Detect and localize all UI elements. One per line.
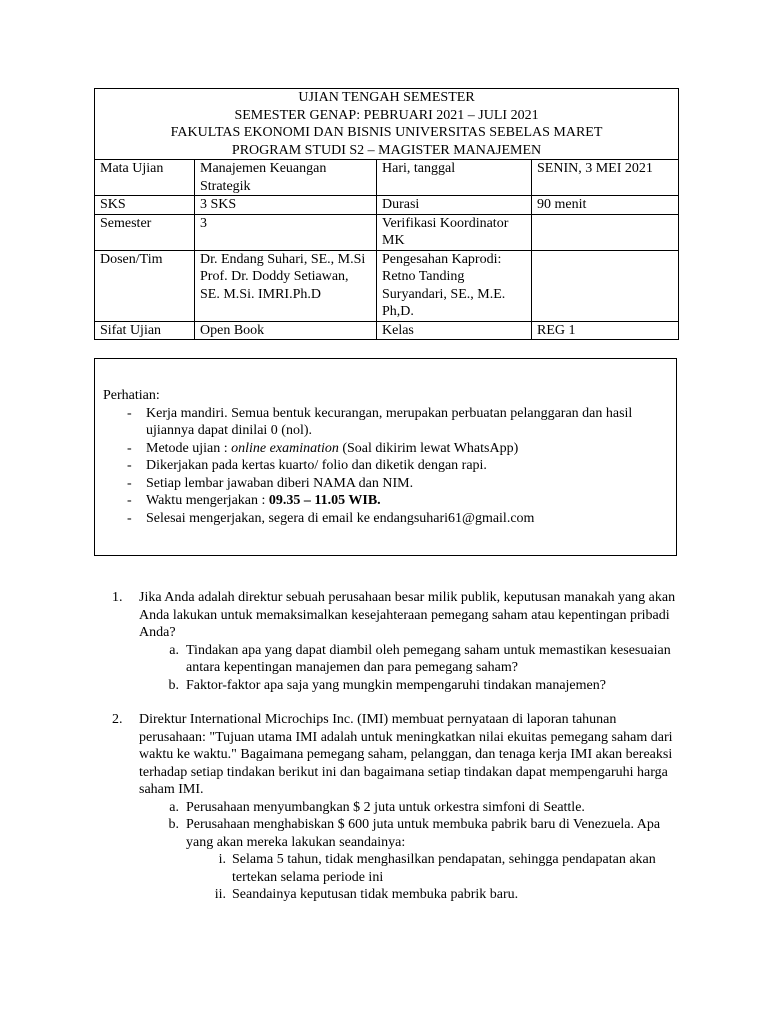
notice-item-text: Setiap lembar jawaban diberi NAMA dan NIM. <box>146 475 414 491</box>
sub-question <box>139 816 682 851</box>
mata-ujian-label: Mata Ujian <box>95 160 195 196</box>
semester-line: SEMESTER GENAP: PEBRUARI 2021 – JULI 2021 <box>234 107 539 123</box>
semester-value: 3 <box>195 214 377 250</box>
semester-label: Semester <box>95 214 195 250</box>
dash-bullet: - <box>127 510 132 526</box>
exam-title-cell <box>95 89 679 160</box>
sub-sub-question-label: ii. <box>214 887 226 902</box>
sub-question-label: b. <box>168 677 179 693</box>
sifat-ujian-value: Open Book <box>195 321 377 340</box>
list-item <box>103 475 668 493</box>
dash-bullet: - <box>127 405 132 421</box>
question-number: 2. <box>112 712 123 727</box>
dash-bullet: - <box>127 440 132 456</box>
sub-question-label: a. <box>169 642 179 658</box>
notice-item-text: Metode ujian : <box>146 440 232 456</box>
dosen-label: Dosen/Tim <box>95 250 195 321</box>
question-1 <box>112 589 682 694</box>
hari-tanggal-label: Hari, tanggal <box>377 160 532 196</box>
notice-item-text: Waktu mengerjakan : <box>146 493 269 508</box>
exam-time: 09.35 – 11.05 WIB. <box>268 493 381 508</box>
sub-question <box>139 677 682 695</box>
notice-item-text: Kerja mandiri. Semua bentuk kecurangan, merupakan perbuatan pelanggaran dan hasil ujiannya dapat dinilai 0 (nol). <box>146 405 633 438</box>
dosen-name-2: Prof. Dr. Doddy Setiawan, SE. M.Si. IMRI.Ph.D <box>200 269 349 302</box>
sub-question-text: Faktor-faktor apa saja yang mungkin mempengaruhi tindakan manajemen? <box>186 677 606 693</box>
verifikasi-value <box>532 214 679 250</box>
kelas-label: Kelas <box>377 321 532 340</box>
list-item <box>103 457 668 475</box>
sub-question-label: b. <box>168 817 179 832</box>
sub-sub-question-text: Selama 5 tahun, tidak menghasilkan pendapatan, sehingga pendapatan akan tertekan selama periode ini <box>232 852 656 885</box>
sks-value: 3 SKS <box>195 196 377 215</box>
notice-item-text: Dikerjakan pada kertas kuarto/ folio dan diketik dengan rapi. <box>146 458 487 473</box>
sub-question-label: a. <box>169 799 179 815</box>
question-2 <box>112 711 682 904</box>
dash-bullet: - <box>127 458 132 473</box>
sub-sub-question-label: i. <box>218 852 226 867</box>
program-line: PROGRAM STUDI S2 – MAGISTER MANAJEMEN <box>231 142 542 158</box>
sub-question <box>139 642 682 677</box>
notice-list <box>103 405 668 528</box>
notice-box <box>94 358 677 556</box>
verifikasi-label: Verifikasi Koordinator MK <box>377 214 532 250</box>
title-row <box>95 89 679 160</box>
notice-item-text: Selesai mengerjakan, segera di email ke endangsuhari61@gmail.com <box>146 510 535 526</box>
sks-label: SKS <box>95 196 195 215</box>
pengesahan-value <box>532 250 679 321</box>
notice-heading: Perhatian: <box>103 388 160 403</box>
hari-tanggal-value: SENIN, 3 MEI 2021 <box>532 160 679 196</box>
questions-list <box>112 589 682 904</box>
notice-item-text: (Soal dikirim lewat WhatsApp) <box>338 440 519 456</box>
list-item <box>103 492 668 510</box>
mata-ujian-value: Manajemen Keuangan Strategik <box>195 160 377 196</box>
durasi-label: Durasi <box>377 196 532 215</box>
table-row <box>95 196 679 215</box>
list-item <box>103 405 668 440</box>
list-item <box>103 510 668 528</box>
pengesahan-label: Pengesahan Kaprodi: Retno Tanding Suryandari, SE., M.E. Ph,D. <box>377 250 532 321</box>
list-item <box>103 440 668 458</box>
table-row <box>95 214 679 250</box>
table-row <box>95 160 679 196</box>
sub-question-text: Perusahaan menyumbangkan $ 2 juta untuk orkestra simfoni di Seattle. <box>186 799 585 815</box>
notice-item-emphasis: online examination <box>231 440 339 456</box>
dosen-name-1: Dr. Endang Suhari, SE., M.Si <box>200 251 366 267</box>
question-text: Jika Anda adalah direktur sebuah perusahaan besar milik publik, keputusan manakah yang akan Anda lakukan untuk memaksimalkan kesejahteraan pemegang saham atau kepentingan pribadi Anda? <box>139 590 676 640</box>
sub-sub-question <box>139 886 682 904</box>
sub-sub-question-text: Seandainya keputusan tidak membuka pabrik baru. <box>232 887 519 902</box>
sub-question-text: Tindakan apa yang dapat diambil oleh pemegang saham untuk memastikan kesesuaian antara kepentingan manajemen dan para pemegang saham? <box>186 642 671 675</box>
question-text: Direktur International Microchips Inc. (IMI) membuat pernyataan di laporan tahunan perusahaan: "Tujuan utama IMI adalah untuk meningkatkan nilai ekuitas pemegang saham dari waktu ke waktu." Bagaimana pemegang saham, pelanggan, dan tenaga kerja IMI akan bereaksi terhadap setiap tindakan berikut ini dan bagaimana setiap tindakan dapat mempengaruhi harga saham IMI. <box>139 712 673 797</box>
dash-bullet: - <box>127 493 132 508</box>
sifat-ujian-label: Sifat Ujian <box>95 321 195 340</box>
dash-bullet: - <box>127 475 132 491</box>
faculty-line: FAKULTAS EKONOMI DAN BISNIS UNIVERSITAS SEBELAS MARET <box>170 125 603 140</box>
durasi-value: 90 menit <box>532 196 679 215</box>
exam-title: UJIAN TENGAH SEMESTER <box>298 90 475 105</box>
sub-question-text: Perusahaan menghabiskan $ 600 juta untuk membuka pabrik baru di Venezuela. Apa yang akan mereka lakukan seandainya: <box>186 817 661 850</box>
sub-question <box>139 799 682 817</box>
dosen-value <box>195 250 377 321</box>
question-number: 1. <box>112 590 123 605</box>
kelas-value: REG 1 <box>532 321 679 340</box>
sub-sub-question <box>139 851 682 886</box>
table-row <box>95 321 679 340</box>
table-row <box>95 250 679 321</box>
exam-header-table <box>94 88 679 340</box>
